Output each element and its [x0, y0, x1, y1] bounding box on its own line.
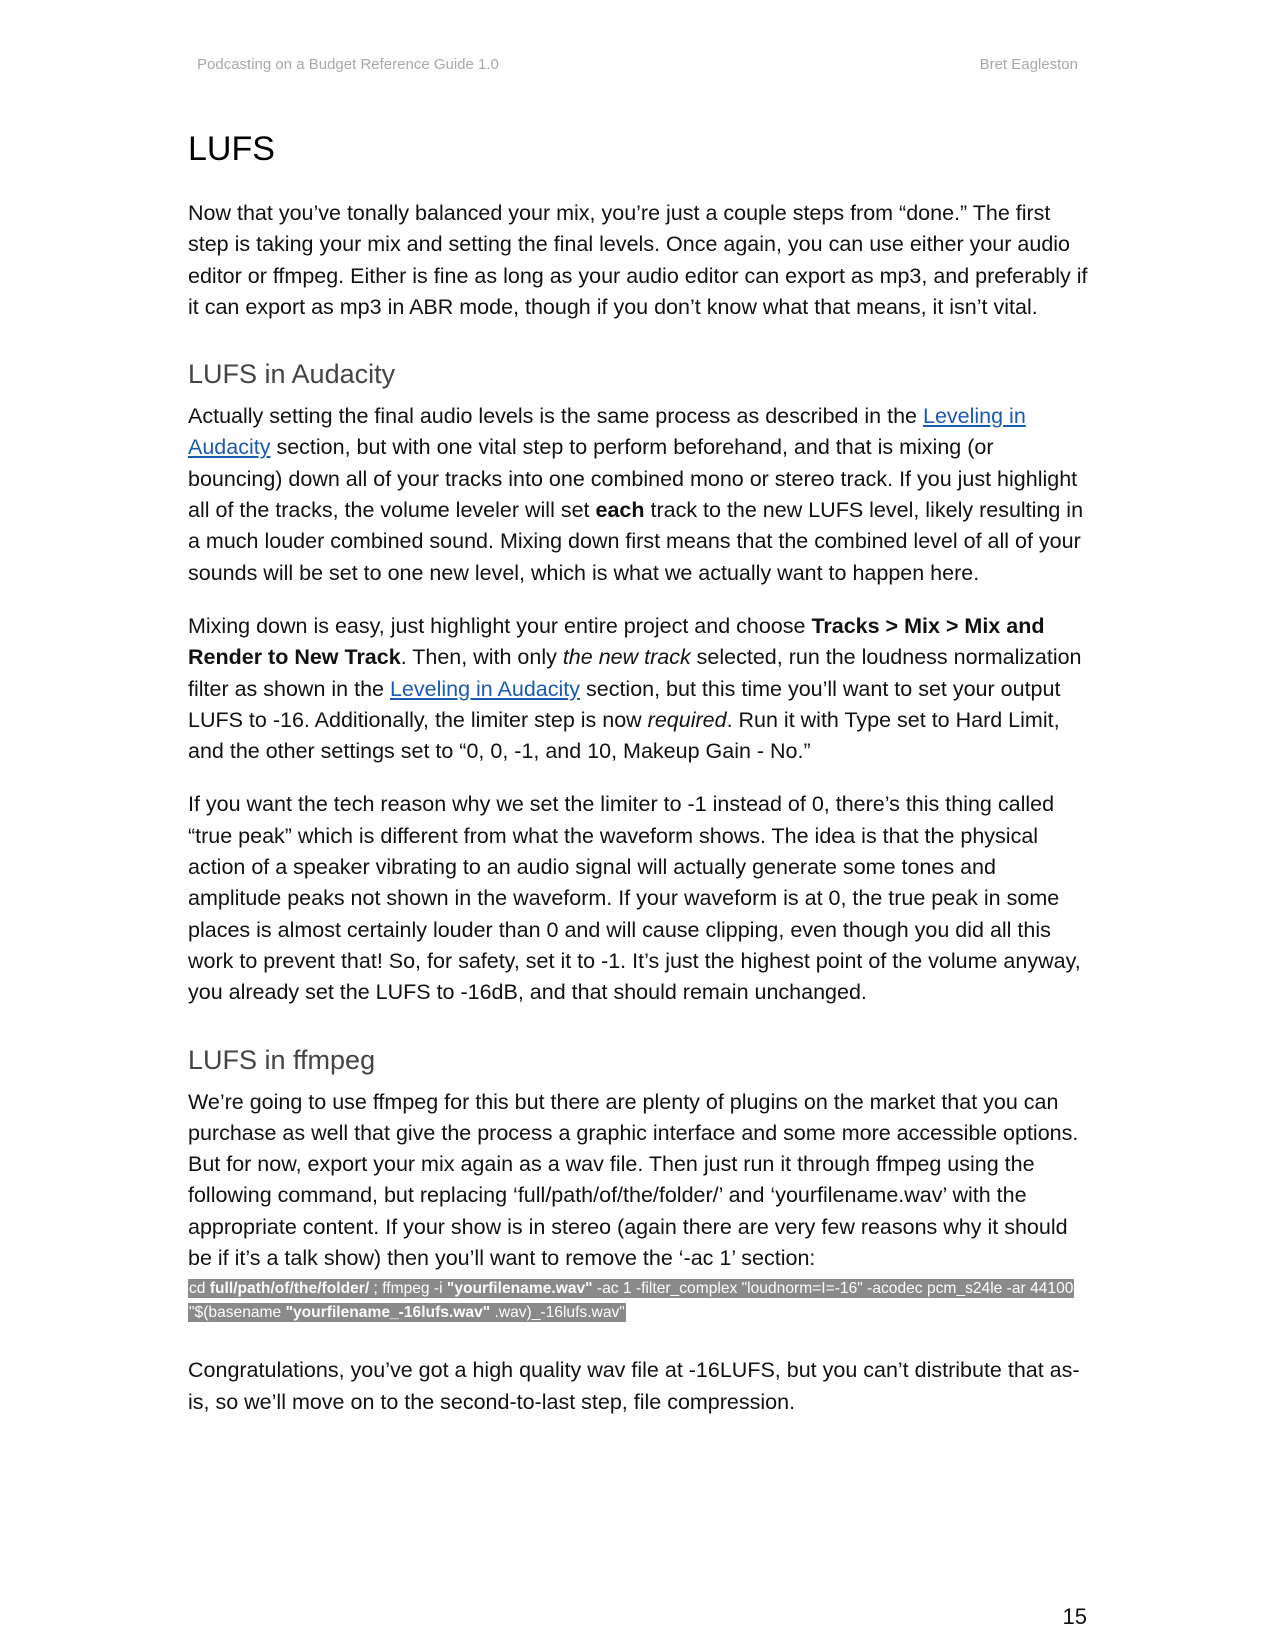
ffmpeg-paragraph-2: Congratulations, you’ve got a high quality wav file at -16LUFS, but you can’t distribute that as-is, so we’ll move on to the second-to-last step, file compression.	[188, 1358, 1080, 1414]
ffmpeg-command-block[interactable]: cd full/path/of/the/folder/ ; ffmpeg -i "yourfilename.wav" -ac 1 -filter_complex "loudnorm=I=-16" -acodec pcm_s24le -ar 44100 "$(basename "yourfilename_-16lufs.wav" .wav)_-16lufs.wav"	[189, 1280, 1074, 1322]
running-header-title: Podcasting on a Budget Reference Guide 1.0	[197, 56, 499, 73]
page-title: LUFS	[188, 130, 275, 168]
page-number: 15	[1062, 1604, 1087, 1629]
intro-paragraph: Now that you’ve tonally balanced your mix, you’re just a couple steps from “done.” The first step is taking your mix and setting the final levels. Once again, you can use either your audio editor or ffmpeg. Either is fine as long as your audio editor can export as mp3, and preferably if it can export as mp3 in ABR mode, though if you don’t know what that means, it isn’t vital.	[188, 201, 1088, 319]
section-heading-ffmpeg: LUFS in ffmpeg	[188, 1044, 376, 1075]
section-heading-audacity: LUFS in Audacity	[188, 359, 396, 390]
audacity-paragraph-1: Actually setting the final audio levels is the same process as described in the Leveling in Audacity section, but with one vital step to perform beforehand, and that is mixing (or bouncing) down all of your tracks into one combined mono or stereo track. If you just highlight all of the tracks, the volume leveler will set each track to the new LUFS level, likely resulting in a much louder combined sound. Mixing down first means that the combined level of all of your sounds will be set to one new level, which is what we actually want to happen here.	[188, 404, 1084, 585]
audacity-paragraph-2: Mixing down is easy, just highlight your entire project and choose Tracks > Mix > Mix and Render to New Track. Then, with only the new track selected, run the loudness normalization filter as shown in the Leveling in Audacity section, but this time you’ll want to set your output LUFS to -16. Additionally, the limiter step is now required. Run it with Type set to Hard Limit, and the other settings set to “0, 0, -1, and 10, Makeup Gain - No.”	[188, 613, 1082, 764]
ffmpeg-paragraph-1: We’re going to use ffmpeg for this but there are plenty of plugins on the market that you can purchase as well that give the process a graphic interface and some more accessible options. But for now, export your mix again as a wav file. Then just run it through ffmpeg using the following command, but replacing ‘full/path/of/the/folder/’ and ‘yourfilename.wav’ with the appropriate content. If your show is in stereo (again there are very few reasons why it should be if it’s a talk show) then you’ll want to remove the ‘-ac 1’ section:	[188, 1089, 1079, 1271]
running-header-author: Bret Eagleston	[979, 56, 1078, 73]
leveling-in-audacity-link-2[interactable]: Leveling in Audacity	[389, 676, 581, 701]
page-body	[188, 128, 1091, 1418]
audacity-paragraph-3: If you want the tech reason why we set the limiter to -1 instead of 0, there’s this thing called “true peak” which is different from what the waveform shows. The idea is that the physical action of a speaker vibrating to an audio signal will actually generate some tones and amplitude peaks not shown in the waveform. If your waveform is at 0, the true peak in some places is almost certainly louder than 0 and will cause clipping, even though you did all this work to prevent that! So, for safety, set it to -1. It’s just the highest point of the volume anyway, you already set the LUFS to -16dB, and that should remain unchanged.	[188, 792, 1081, 1005]
leveling-in-audacity-link[interactable]: Leveling in Audacity	[188, 404, 1026, 460]
